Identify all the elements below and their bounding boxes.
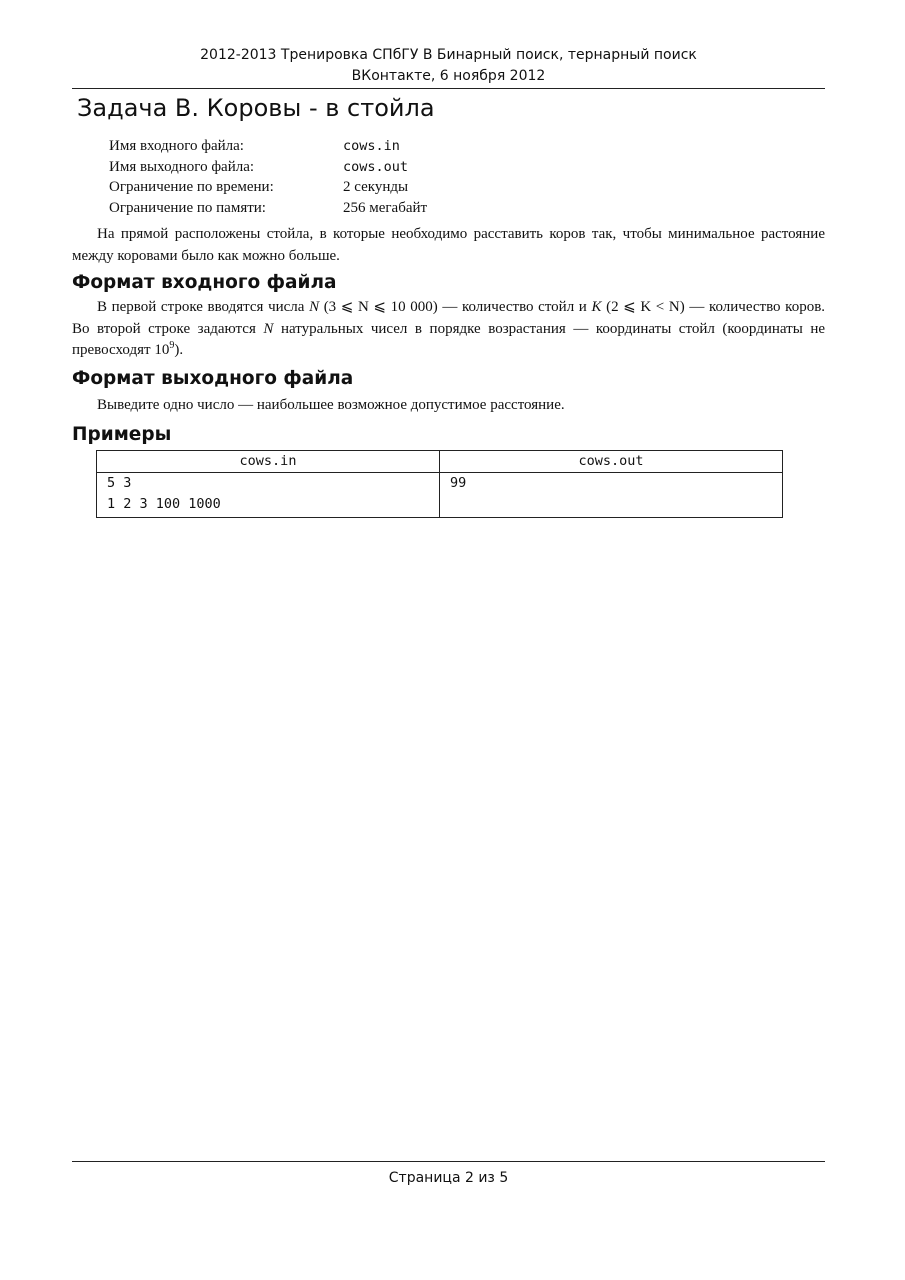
example-output-line: 99 <box>450 475 467 491</box>
statement-text: На прямой расположены стойла, в которые необходимо расставить коров так, чтобы минимальное растояние между коровами было как можно больше. <box>72 226 825 264</box>
var-n: N <box>263 320 274 337</box>
problem-title: Задача B. Коровы - в стойла <box>77 94 435 122</box>
header-date: ВКонтакте, 6 ноября 2012 <box>351 68 546 84</box>
output-format-text: Выведите одно число — наибольшее возможное допустимое расстояние. <box>97 397 565 413</box>
meta-value: cows.out <box>343 158 409 175</box>
header-contest-title: 2012-2013 Тренировка СПбГУ B Бинарный поиск, тернарный поиск <box>200 47 697 63</box>
meta-label: Имя выходного файла: <box>109 158 255 175</box>
examples-header-row <box>97 451 783 473</box>
n-constraint: (3 ⩽ N ⩽ 10 000) <box>319 299 438 315</box>
meta-label: Ограничение по времени: <box>109 179 274 195</box>
meta-value: 2 секунды <box>343 179 409 195</box>
meta-label: Имя входного файла: <box>109 138 244 154</box>
example-input-line: 1 2 3 100 1000 <box>107 495 221 512</box>
example-input-line: 5 3 <box>107 475 132 491</box>
var-k: K <box>591 299 602 315</box>
examples-table <box>96 450 783 518</box>
examples-col-output: cows.out <box>440 451 783 473</box>
k-constraint: (2 ⩽ K < N) <box>601 299 685 315</box>
output-format-heading: Формат выходного файла <box>72 368 354 389</box>
power-base: 10 <box>154 342 170 358</box>
meta-label: Ограничение по памяти: <box>109 199 266 216</box>
input-format-heading: Формат входного файла <box>72 272 337 293</box>
example-output-cell <box>440 473 783 518</box>
footer-divider <box>72 1161 825 1162</box>
example-input-cell <box>97 473 440 518</box>
meta-value: cows.in <box>343 138 400 154</box>
problem-statement <box>72 224 825 267</box>
meta-value: 256 мегабайт <box>343 199 428 216</box>
power-exponent: 9 <box>169 340 175 351</box>
table-row <box>97 473 783 518</box>
header-divider <box>72 88 825 89</box>
page-number: Страница 2 из 5 <box>388 1170 509 1186</box>
examples-col-input: cows.in <box>97 451 440 473</box>
input-format-text: В первой строке вводятся числа N (3 ⩽ N ⩽ 10 000) — количество стойл и K (2 ⩽ K < N) — количество коров. Во второй строке задаются N натуральных чисел в порядке возрастания — координаты стойл (координаты не превосходят $10^9$). <box>72 299 826 358</box>
examples-heading: Примеры <box>72 424 172 445</box>
var-n: N <box>309 299 320 315</box>
